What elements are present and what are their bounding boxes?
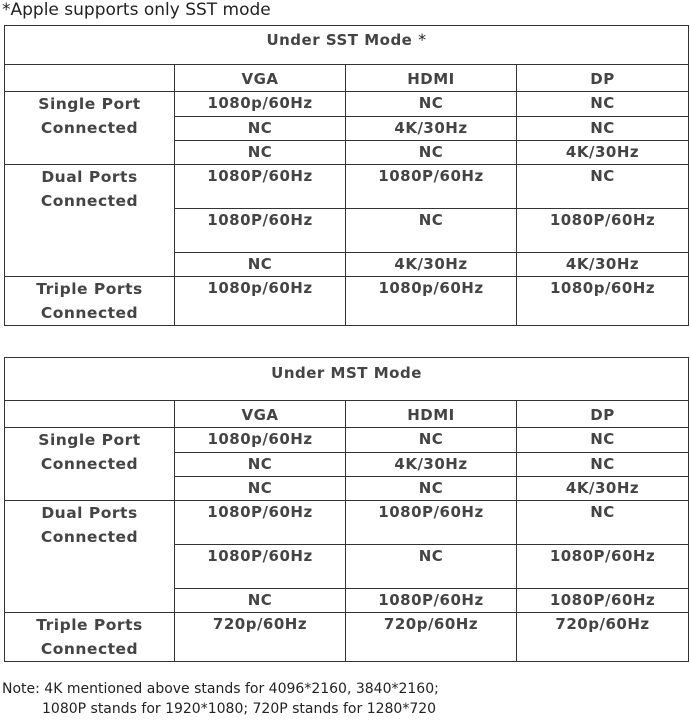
- table-cell: 4K/30Hz: [517, 141, 689, 165]
- table-cell: NC: [175, 141, 346, 165]
- row-label-single-port: Single Port Connected: [5, 428, 175, 501]
- table-cell: NC: [517, 501, 689, 545]
- table-cell: 1080p/60Hz: [346, 277, 517, 326]
- corner-cell: [5, 401, 175, 428]
- apple-sst-note: *Apple supports only SST mode: [2, 0, 271, 20]
- row-label-triple-ports: Triple Ports Connected: [5, 277, 175, 326]
- table-cell: 1080p/60Hz: [517, 277, 689, 326]
- table-cell: NC: [175, 589, 346, 613]
- table-cell: NC: [346, 141, 517, 165]
- table-cell: 1080P/60Hz: [346, 501, 517, 545]
- row-label-triple-ports: Triple Ports Connected: [5, 613, 175, 662]
- row-label-dual-ports: Dual Ports Connected: [5, 165, 175, 277]
- resolution-note-line-1: Note: 4K mentioned above stands for 4096*2160, 3840*2160;: [2, 681, 439, 697]
- table-cell: 4K/30Hz: [346, 117, 517, 141]
- table-cell: NC: [517, 165, 689, 209]
- table-cell: NC: [517, 428, 689, 453]
- corner-cell: [5, 65, 175, 92]
- table-cell: 4K/30Hz: [517, 477, 689, 501]
- column-header-hdmi: HDMI: [346, 401, 517, 428]
- sst-title-asterisk: *: [418, 30, 427, 49]
- table-cell: 1080P/60Hz: [346, 589, 517, 613]
- table-cell: 1080P/60Hz: [175, 545, 346, 589]
- table-cell: NC: [346, 545, 517, 589]
- table-cell: 4K/30Hz: [346, 453, 517, 477]
- mst-table-title: Under MST Mode: [5, 358, 689, 401]
- table-cell: 720p/60Hz: [517, 613, 689, 662]
- column-header-vga: VGA: [175, 401, 346, 428]
- table-cell: 1080P/60Hz: [175, 501, 346, 545]
- column-header-vga: VGA: [175, 65, 346, 92]
- table-cell: 1080P/60Hz: [517, 589, 689, 613]
- sst-mode-table: [4, 25, 689, 326]
- row-label-dual-ports: Dual Ports Connected: [5, 501, 175, 613]
- table-cell: NC: [346, 428, 517, 453]
- table-cell: NC: [175, 117, 346, 141]
- table-cell: NC: [346, 92, 517, 117]
- sst-table-title: Under SST Mode *: [5, 26, 689, 65]
- table-cell: NC: [175, 253, 346, 277]
- table-cell: NC: [517, 117, 689, 141]
- table-cell: 4K/30Hz: [517, 253, 689, 277]
- table-cell: NC: [175, 453, 346, 477]
- table-cell: NC: [517, 92, 689, 117]
- column-header-dp: DP: [517, 401, 689, 428]
- table-cell: NC: [346, 477, 517, 501]
- table-cell: 720p/60Hz: [175, 613, 346, 662]
- table-cell: 1080p/60Hz: [175, 92, 346, 117]
- table-cell: 1080P/60Hz: [517, 545, 689, 589]
- table-cell: 1080P/60Hz: [346, 165, 517, 209]
- table-cell: 1080P/60Hz: [175, 209, 346, 253]
- column-header-dp: DP: [517, 65, 689, 92]
- table-cell: NC: [175, 477, 346, 501]
- resolution-note: [2, 679, 439, 719]
- table-cell: NC: [346, 209, 517, 253]
- table-cell: NC: [517, 453, 689, 477]
- row-label-single-port: Single Port Connected: [5, 92, 175, 165]
- table-cell: 4K/30Hz: [346, 253, 517, 277]
- table-cell: 1080P/60Hz: [517, 209, 689, 253]
- column-header-hdmi: HDMI: [346, 65, 517, 92]
- table-cell: 720p/60Hz: [346, 613, 517, 662]
- resolution-note-line-2: 1080P stands for 1920*1080; 720P stands for 1280*720: [42, 701, 437, 717]
- table-cell: 1080p/60Hz: [175, 428, 346, 453]
- mst-mode-table: [4, 357, 689, 662]
- table-cell: 1080p/60Hz: [175, 277, 346, 326]
- table-cell: 1080P/60Hz: [175, 165, 346, 209]
